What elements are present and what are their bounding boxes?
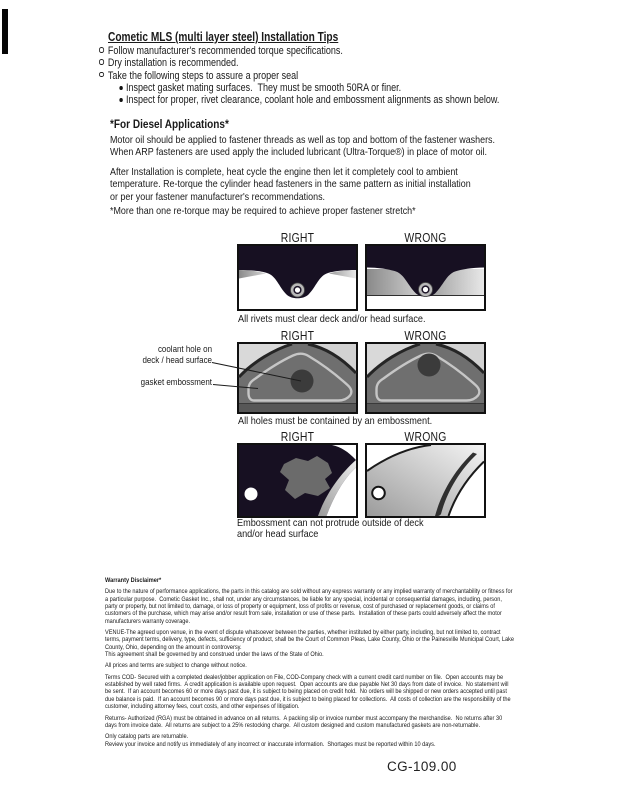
diagram3-right-label: RIGHT — [280, 429, 315, 444]
rivet-wrong-illustration — [365, 244, 486, 311]
scan-artifact-bar — [2, 9, 8, 54]
diagram3-wrong-label: WRONG — [404, 429, 447, 444]
paragraph-line: Motor oil should be applied to fastener threads as well as top and bottom of the fastener washers. — [110, 134, 495, 146]
circle-bullet-icon — [99, 59, 104, 65]
terms-cod-paragraph: Terms COD- Secured with a completed dealer/jobber application on File, COD-Company check with a current credit card number on file. Open accounts may be established by well rated firms. A credit application is available upon request. Open accounts are due payable Net 30 days from date of invoice. No statement will be sent. If an account becomes 60 or more days past due, it is subject to being placed on credit hold. No orders will be shipped or new orders accepted until past due balance is paid. If an account becomes 90 or more days past due, it is subject to being placed for collections. All costs of collection are the responsibility of the customer, including attorney fees, court costs, and other expenses of litigation. — [105, 673, 511, 711]
callout-line-text: coolant hole on — [157, 343, 212, 354]
gasket-embossment-callout-label: gasket embossment — [140, 376, 212, 387]
embossment-wrong-illustration — [365, 443, 486, 518]
coolant-hole-callout-label — [121, 344, 212, 365]
circle-bullet-icon — [99, 72, 104, 78]
warranty-disclaimer-heading: Warranty Disclaimer* — [105, 577, 162, 584]
paragraph-line: temperature. Re-torque the cylinder head fasteners in the same pattern as initial installation — [110, 178, 471, 191]
doc-code: CG-109.00 — [387, 759, 457, 774]
diagram1-wrong-label: WRONG — [404, 230, 447, 245]
paragraph-line: When ARP fasteners are used apply the included lubricant (Ultra-Torque®) in place of motor oil. — [110, 146, 488, 159]
embossment-right-illustration — [237, 443, 358, 518]
diagram2-wrong-label: WRONG — [404, 328, 447, 343]
paragraph-line: or per your fastener manufacturer's recommendations. — [110, 190, 326, 203]
tip-item — [99, 45, 499, 57]
caption-line: Embossment can not protrude outside of deck — [237, 518, 424, 529]
review-invoice-line: Review your invoice and notify us immediately of any incorrect or inaccurate information. Shortages must be reported within 10 days. — [105, 740, 436, 748]
tip-text: Inspect for proper, rivet clearance, coolant hole and embossment alignments as shown below. — [126, 94, 500, 107]
diagram1-caption: All rivets must clear deck and/or head surface. — [238, 314, 426, 325]
venue-paragraph: VENUE-The agreed upon venue, in the event of dispute whatsoever between the parties, whether instituted by either party, including, but not limited to, contract terms, payment terms, delivery, type, defects, sufficiency of product, shall be the Court of Common Pleas, Lake County, Ohio or the Painesville Municipal Court, Lake County, Ohio, depending on the amount in controversy. — [105, 629, 515, 651]
sub-tip-item — [99, 94, 499, 106]
rivet-right-illustration — [237, 244, 358, 311]
returns-paragraph: Returns- Authorized (RGA) must be obtained in advance on all returns. A packing slip or invoice number must accompany the merchandise. No returns after 30 days from invoice date. All returns are subject to a 25% restocking charge. All custom designed and custom manufactured gaskets are non-returnable. — [105, 714, 503, 729]
warranty-paragraph: Due to the nature of performance applications, the parts in this catalog are sold without any express warranty or any implied warranty of merchantability or fitness for a particular purpose. Cometic Gasket Inc., shall not, under any circumstances, be liable for any special, incidental or consequential damages, including, person, party or property, but not limited to, damage, or loss of property or equipment, loss of profits or revenue, cost of purchased or replacement goods, or claims of customers of the purchase, which may arise and/or result from sale, installation or use of these parts. Installation of these parts could adversely affect the motor manufacturers warranty coverage. — [105, 588, 513, 625]
diesel-heading: *For Diesel Applications* — [110, 117, 229, 131]
diesel-note: *More than one re-torque may be required to achieve proper fastener stretch* — [110, 205, 416, 217]
venue-governing-law-line: This agreement shall be governed by and construed under the laws of the State of Ohio. — [105, 651, 324, 659]
diagram1-right-label: RIGHT — [280, 230, 315, 245]
tip-text: Follow manufacturer's recommended torque specifications. — [107, 45, 343, 57]
callout-line-text: deck / head surface — [142, 353, 212, 365]
paragraph-line: After Installation is complete, heat cycle the engine then let it completely cool to ambient — [110, 166, 458, 178]
coolant-hole-wrong-illustration — [365, 342, 486, 414]
diesel-paragraph-1 — [110, 134, 495, 159]
legal-section — [105, 577, 515, 752]
coolant-hole-right-illustration — [237, 342, 358, 414]
tips-list — [99, 45, 499, 107]
caption-line: and/or head surface — [237, 529, 319, 540]
tip-text: Dry installation is recommended. — [107, 57, 239, 70]
tip-text: Take the following steps to assure a proper seal — [107, 69, 299, 82]
diagram2-caption: All holes must be contained by an embossment. — [238, 416, 433, 427]
diagram2-right-label: RIGHT — [280, 328, 315, 343]
circle-bullet-icon — [99, 47, 104, 53]
diesel-paragraph-2 — [110, 166, 471, 203]
dot-bullet-icon — [119, 86, 122, 90]
diagram3-caption — [237, 518, 424, 540]
tip-item — [99, 70, 499, 82]
catalog-parts-line: Only catalog parts are returnable. — [105, 733, 189, 741]
prices-paragraph: All prices and terms are subject to change without notice. — [105, 662, 247, 670]
dot-bullet-icon — [119, 98, 122, 102]
sub-tip-item — [99, 82, 499, 94]
tip-item — [99, 57, 499, 69]
page-title: Cometic MLS (multi layer steel) Installation Tips — [108, 29, 339, 44]
tip-text: Inspect gasket mating surfaces. They must be smooth 50RA or finer. — [126, 82, 402, 95]
